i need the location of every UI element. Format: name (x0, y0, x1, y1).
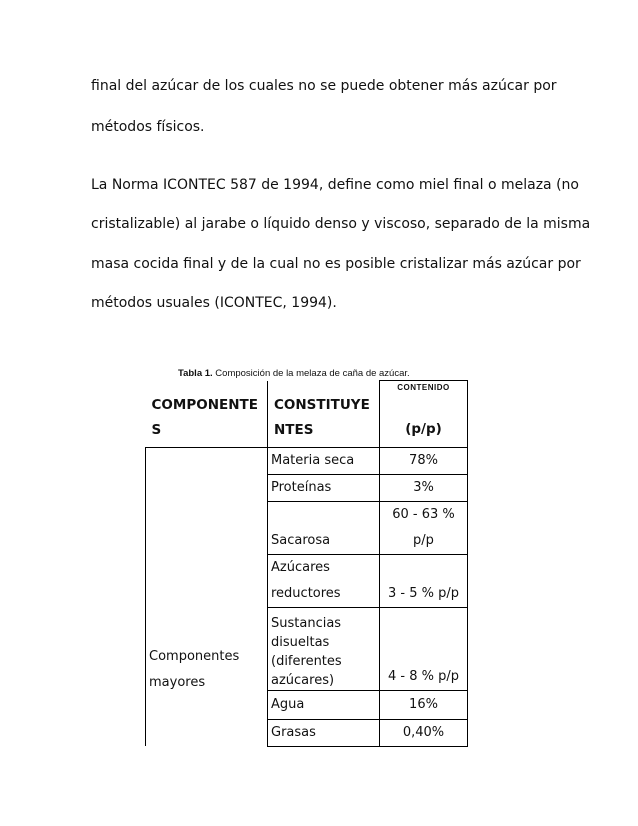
constituent-cell: Grasas (268, 719, 380, 746)
constituent-cell: Sustancias disueltas (diferentes azúcares) (268, 607, 380, 690)
header-contenido (380, 381, 468, 448)
table-header-row (146, 381, 468, 448)
table-caption-text: Composición de la melaza de caña de azúcar. (212, 368, 410, 379)
value-cell: 60 - 63 % p/p (380, 501, 468, 554)
paragraph-line: masa cocida final y de la cual no es posible cristalizar más azúcar por (91, 256, 581, 272)
constituent-cell: Azúcares reductores (268, 554, 380, 607)
paragraph-line: métodos usuales (ICONTEC, 1994). (91, 295, 337, 311)
value-cell: 0,40% (380, 719, 468, 746)
value-cell: 16% (380, 690, 468, 719)
table-caption (178, 368, 410, 379)
constituent-cell: Materia seca (268, 447, 380, 474)
paragraph-line: final del azúcar de los cuales no se puede obtener más azúcar por (91, 78, 557, 94)
constituent-cell: Proteínas (268, 474, 380, 501)
value-cell: 78% (380, 447, 468, 474)
value-cell: 4 - 8 % p/p (380, 607, 468, 690)
header-contenido-small: CONTENIDO (397, 383, 450, 392)
value-cell: 3 - 5 % p/p (380, 554, 468, 607)
header-componentes: COMPONENTES (151, 396, 258, 438)
constituent-cell: Agua (268, 690, 380, 719)
table-caption-label: Tabla 1. (178, 368, 213, 379)
header-unit: (p/p) (405, 421, 442, 437)
paragraph-line: métodos físicos. (91, 119, 205, 135)
value-cell: 3% (380, 474, 468, 501)
constituent-cell: Sacarosa (268, 501, 380, 554)
composition-table (145, 380, 468, 747)
group-label-cell: Componentes mayores (146, 447, 268, 746)
paragraph-line: La Norma ICONTEC 587 de 1994, define como miel final o melaza (no (91, 177, 579, 193)
paragraph-line: cristalizable) al jarabe o líquido denso y viscoso, separado de la misma (91, 216, 591, 232)
table-row (146, 447, 468, 474)
header-constituyentes: CONSTITUYENTES (268, 381, 380, 448)
